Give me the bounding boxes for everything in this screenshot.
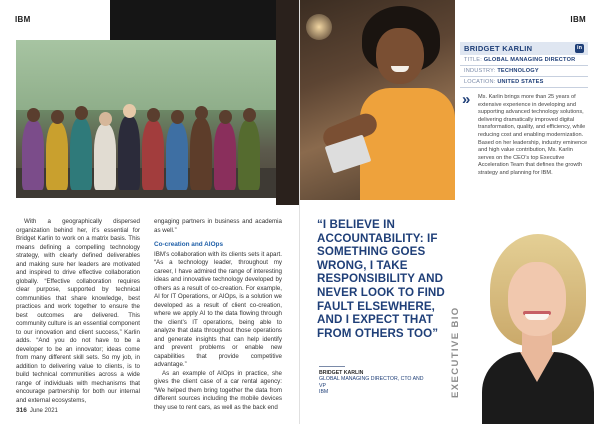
group-person-head [219, 110, 232, 124]
group-person [142, 120, 164, 190]
group-person-head [99, 112, 112, 126]
profile-location-value: UNITED STATES [497, 79, 544, 85]
group-person-head [147, 108, 160, 122]
executive-photo [300, 0, 455, 200]
group-photo [16, 40, 276, 198]
page-number: 316 [16, 407, 27, 414]
section-subhead: Co-creation and AIOps [154, 241, 224, 248]
lamp-glow [306, 14, 332, 40]
pull-quote: “I BELIEVE IN ACCOUNTABILITY: IF SOMETHING GOES WRONG, I TAKE RESPONSIBILITY AND NEVER LOOK TO FIND FAULT ELSEWHERE, AND I EXPECT THAT FROM OTHERS TOO” [317, 218, 445, 340]
group-person-head [171, 110, 184, 124]
profile-industry-key: INDUSTRY: [464, 68, 496, 74]
attribution-role: GLOBAL MANAGING DIRECTOR, CTO AND VP [319, 376, 424, 389]
profile-location-row [460, 77, 588, 88]
article-column-2 [154, 218, 282, 412]
group-person [238, 120, 260, 190]
profile-bio [460, 91, 588, 178]
group-person [70, 118, 92, 190]
profile-title-value: GLOBAL MANAGING DIRECTOR [483, 57, 576, 63]
group-person-head [51, 110, 64, 124]
profile-title-key: TITLE: [464, 57, 482, 63]
article-paragraph: IBM’s collaboration with its clients sets it apart. “As a technology leader, throughout my career, I have admired the range of interesting ideas and innovative technology developed by others as a result of co-creation. For example, AI for IT Operations, or AIOps, is a solution we developed as a result of client co-creation, where we apply AI to the data flowing through the client’s IT operations, being able to analyze that data throughout those operations and generate insights that can help identify and prevent problems or enable new capabilities that provide competitive advantage.” [154, 250, 282, 368]
photo-sweater [360, 88, 455, 200]
group-person [166, 122, 188, 190]
profile-title-row [460, 55, 588, 66]
attribution-org: IBM [319, 389, 329, 396]
portrait-face [508, 262, 566, 336]
linkedin-icon[interactable]: in [575, 44, 584, 53]
group-person-head [75, 106, 88, 120]
article-column-1 [16, 218, 140, 405]
group-person [22, 120, 44, 190]
group-person-head [27, 108, 40, 122]
brand-logo-left: IBM [15, 15, 31, 24]
profile-name-row [460, 42, 588, 55]
profile-bio-text: Ms. Karlin brings more than 25 years of extensive experience in developing and supporting advanced technology solutions, delivering dramatically improved digital transformation, quality, and efficiency, while reducing cost and enabling modernization. Based on her leadership, industry eminence and high value contribution, Ms. Karlin serves on the CEO’s top Executive Acceleration Team that defines the growth strategy and planning for IBM. [478, 94, 588, 176]
group-person-head [243, 108, 256, 122]
group-person [214, 122, 236, 190]
group-person [94, 124, 116, 190]
attribution-divider [319, 366, 345, 367]
profile-industry-value: TECHNOLOGY [497, 68, 539, 74]
profile-industry-row [460, 66, 588, 77]
profile-name: BRIDGET KARLIN [464, 44, 533, 53]
photo-wall [16, 40, 276, 110]
executive-portrait [468, 232, 600, 424]
group-person [118, 116, 140, 190]
profile-card [460, 42, 588, 178]
photo-bleed-edge [276, 0, 300, 205]
group-person [190, 118, 212, 190]
article-paragraph: engaging partners in business and academia as well.” [154, 218, 282, 234]
photo-face [376, 28, 424, 84]
double-chevron-icon: » [462, 91, 471, 108]
page-folio [16, 407, 58, 414]
right-page [300, 0, 600, 424]
brand-logo-right: IBM [570, 15, 586, 24]
group-person [46, 122, 68, 190]
article-paragraph: With a geographically dispersed organization behind her, it’s essential for Bridget Karlin to work on a matrix basis. This means defining a compelling technology strategy, with clearly defined deliverables and making sure her leaders are motivated and inspired to drive effective collaboration globally. “Effective collaboration requires clear purpose, supported by technical communities that share knowledge, best practices and work together to ensure the best outcomes are delivered. This community culture is an essential component to our innovation and client success,” Karlin adds. “And you do not have to be a developer to be an innovator; ideas come from many different skill sets. So my job, in addition to delivering value to clients, is to build technical communities across a wide range of individuals with mechanisms that encourage partnership for both our internal and external ecosystems, [16, 218, 140, 404]
portrait-smile [525, 314, 549, 320]
section-side-label: EXECUTIVE BIO [450, 306, 461, 398]
quote-attribution [319, 370, 429, 396]
group-person-head [195, 106, 208, 120]
issue-date: June 2021 [29, 408, 58, 414]
profile-location-key: LOCATION: [464, 79, 496, 85]
group-person-head [123, 104, 136, 118]
article-paragraph: As an example of AIOps in practice, she gives the client case of a car rental agency: “We helped them bring together the data from different sources including the mobile devices they use to rent cars, as well as the back end [154, 369, 282, 411]
attribution-name: BRIDGET KARLIN [319, 370, 364, 376]
